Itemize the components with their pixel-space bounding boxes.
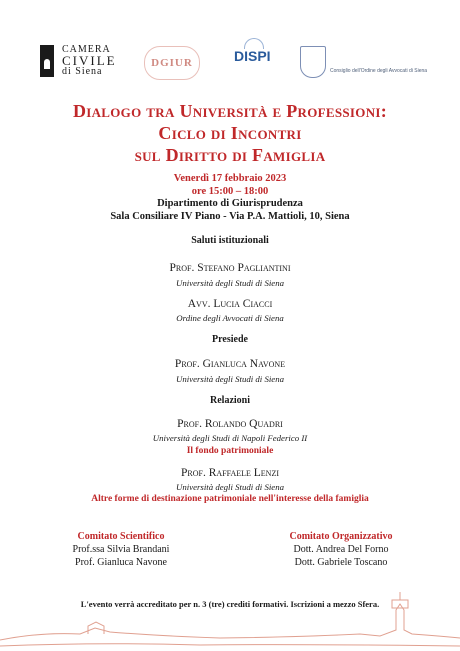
page-title <box>0 100 460 166</box>
comitato-scientifico <box>56 530 186 569</box>
comitato-organizzativo-member-1: Dott. Andrea Del Forno <box>293 544 389 555</box>
relatore-2-affiliation: Università degli Studi di Siena <box>176 482 284 492</box>
dispi-arc-icon <box>244 38 264 49</box>
saluti-heading: Saluti istituzionali <box>191 235 269 246</box>
presiede-heading: Presiede <box>212 334 248 345</box>
ordine-avvocati-logo <box>300 46 427 78</box>
event-time: ore 15:00 – 18:00 <box>191 185 269 197</box>
relazioni-heading: Relazioni <box>210 395 250 406</box>
dispi-logo-text: DISPI <box>234 48 271 64</box>
crest-icon <box>300 46 326 78</box>
camera-civile-logo <box>40 44 117 77</box>
saluti-speaker-2-affiliation: Ordine degli Avvocati di Siena <box>176 313 284 323</box>
title-line-3: sul Diritto di Famiglia <box>134 145 326 165</box>
comitato-scientifico-heading: Comitato Scientifico <box>77 531 165 542</box>
dgiur-logo: DGIUR <box>144 46 200 80</box>
presiede-name: Prof. Gianluca Navone <box>174 358 286 370</box>
presiede-affiliation: Università degli Studi di Siena <box>176 374 284 384</box>
title-line-2: Ciclo di Incontri <box>158 123 302 143</box>
relatore-1-topic: Il fondo patrimoniale <box>186 446 274 456</box>
camera-logo-line3: di Siena <box>62 66 103 77</box>
comitato-scientifico-member-1: Prof.ssa Silvia Brandani <box>72 544 170 555</box>
camera-logo-line2: CIVILE <box>62 53 117 68</box>
comitato-organizzativo <box>276 530 406 569</box>
dispi-logo <box>234 48 271 64</box>
logo-row <box>0 42 460 82</box>
title-line-1: Dialogo tra Università e Professioni: <box>72 101 388 121</box>
tower-icon <box>40 45 54 77</box>
comitato-scientifico-member-2: Prof. Gianluca Navone <box>75 557 167 568</box>
relatore-1-name: Prof. Rolando Quadri <box>177 418 283 430</box>
comitato-organizzativo-member-2: Dott. Gabriele Toscano <box>294 557 388 568</box>
relatore-2-topic: Altre forme di destinazione patrimoniale nell'interesse della famiglia <box>91 494 369 504</box>
comitato-organizzativo-heading: Comitato Organizzativo <box>289 531 393 542</box>
relatore-1-affiliation: Università degli Studi di Napoli Federico II <box>152 433 308 443</box>
event-department: Dipartimento di Giurisprudenza <box>157 198 303 209</box>
relatore-2-name: Prof. Raffaele Lenzi <box>180 467 279 479</box>
saluti-speaker-1-name: Prof. Stefano Pagliantini <box>169 262 291 274</box>
footer-note: L'evento verrà accreditato per n. 3 (tre) crediti formativi. Iscrizioni a mezzo Sfera. <box>80 599 380 609</box>
ordine-logo-text: Consiglio dell'Ordine degli Avvocati di Siena <box>330 68 428 74</box>
camera-logo-line1: CAMERA <box>62 44 111 55</box>
event-date: Venerdì 17 febbraio 2023 <box>173 173 287 184</box>
saluti-speaker-2-name: Avv. Lucia Ciacci <box>187 298 273 310</box>
event-info <box>0 173 460 223</box>
event-venue: Sala Consiliare IV Piano - Via P.A. Mattioli, 10, Siena <box>110 210 350 222</box>
saluti-speaker-1-affiliation: Università degli Studi di Siena <box>176 278 284 288</box>
